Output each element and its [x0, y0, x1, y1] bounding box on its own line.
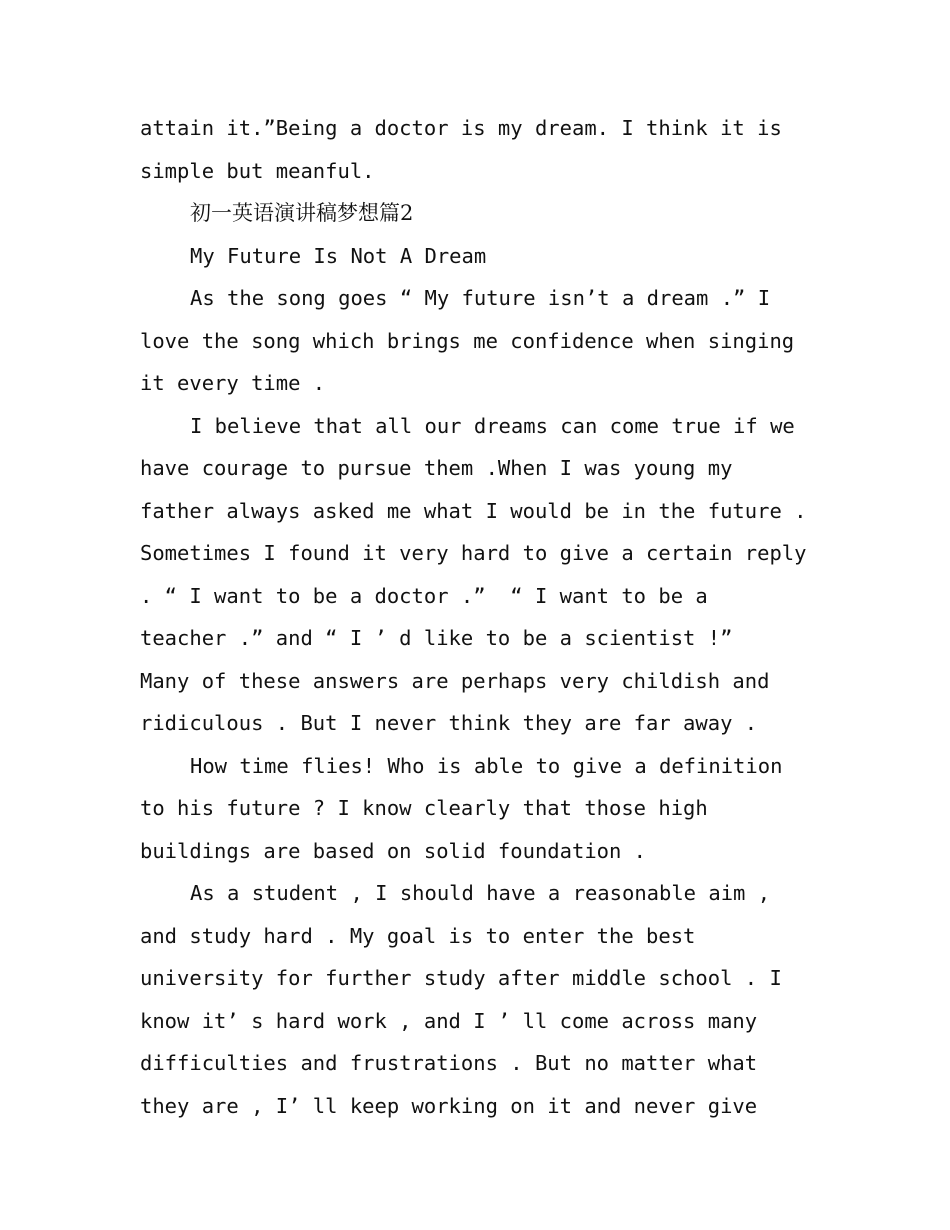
paragraph-start: How time flies! Who is able to give a definition [190, 753, 783, 778]
section-heading: 初一英语演讲稿梦想篇2 [190, 201, 414, 225]
document-body [140, 107, 830, 1127]
text-line: and study hard . My goal is to enter the best [140, 923, 696, 948]
text-line: have courage to pursue them .When I was young my [140, 456, 733, 480]
text-line: attain it.”Being a doctor is my dream. I think it is [140, 116, 782, 140]
text-line: to his future ? I know clearly that those high [140, 796, 708, 820]
text-line: difficulties and frustrations . But no matter what [140, 1051, 758, 1075]
paragraph-start: As the song goes “ My future isn’t a dream .” I [190, 286, 771, 310]
text-line: Sometimes I found it very hard to give a certain reply [140, 541, 807, 565]
text-line: simple but meanful. [140, 158, 375, 183]
text-line: they are , I’ ll keep working on it and never give [140, 1093, 758, 1118]
paragraph-start: As a student , I should have a reasonable aim , [190, 881, 771, 905]
text-line: love the song which brings me confidence when singing [140, 328, 795, 353]
text-line: ridiculous . But I never think they are far away . [140, 711, 758, 735]
text-line: teacher .” and “ I ’ d like to be a scientist !” [140, 626, 733, 650]
text-line: father always asked me what I would be in the future . [140, 498, 807, 523]
text-line: buildings are based on solid foundation . [140, 838, 647, 863]
text-line: university for further study after middle school . I [140, 966, 782, 990]
text-line: it every time . [140, 371, 326, 395]
speech-title: My Future Is Not A Dream [190, 243, 487, 268]
text-line: . “ I want to be a doctor .” “ I want to be a [140, 583, 708, 608]
text-line: know it’ s hard work , and I ’ ll come across many [140, 1008, 758, 1033]
paragraph-start: I believe that all our dreams can come true if we [190, 413, 795, 438]
text-line: Many of these answers are perhaps very childish and [140, 668, 770, 693]
